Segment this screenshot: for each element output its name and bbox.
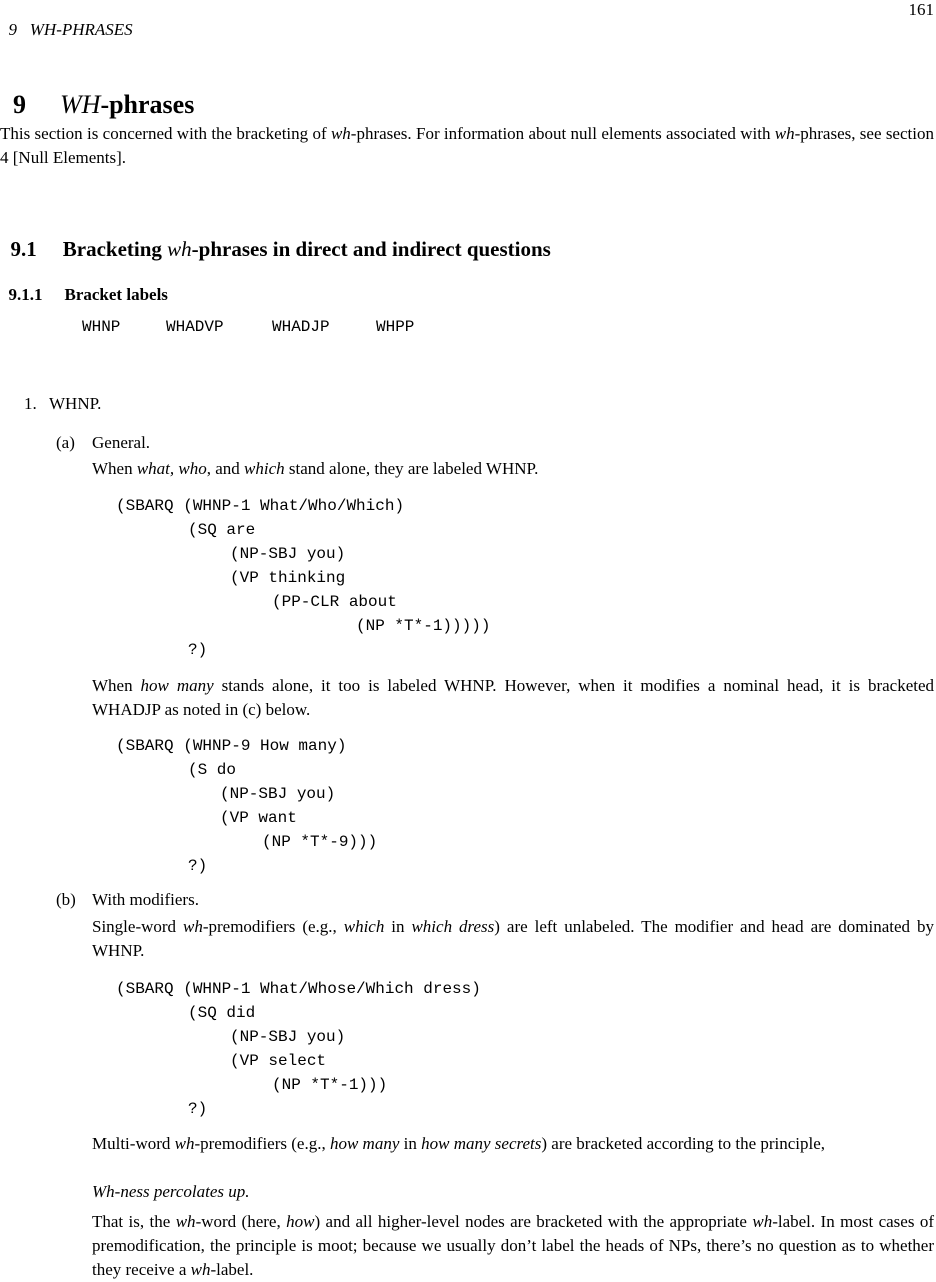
code-line: (NP *T*-1))) — [272, 1076, 388, 1094]
subsection-title-italic: wh — [167, 237, 192, 261]
a-p2-text-1: When — [92, 676, 141, 695]
section-number: 9 — [13, 90, 26, 119]
subitem-a-paragraph-1 — [92, 457, 934, 481]
b-p3-italic-4: wh — [190, 1260, 211, 1279]
header-section-title: WH-PHRASES — [29, 20, 133, 39]
principle-statement: Wh-ness percolates up. — [92, 1182, 250, 1201]
subitem-b-paragraph-3 — [92, 1210, 934, 1282]
page-number: 161 — [908, 0, 934, 19]
code-line: (SBARQ (WHNP-1 What/Who/Which) — [116, 497, 405, 515]
a-text-3: stand alone, they are labeled WHNP. — [284, 459, 539, 478]
running-header-section — [0, 0, 133, 40]
subsubsection-number: 9.1.1 — [8, 285, 43, 304]
intro-paragraph — [0, 122, 934, 170]
header-section-number: 9 — [8, 20, 17, 39]
code-line: (PP-CLR about — [272, 593, 397, 611]
a-p2-text-2: stands alone, it too is labeled WHNP. However, when it modifies a nominal head, it is bracketed WHADJP as noted in (c) below. — [92, 676, 935, 719]
subitem-a-heading: General. — [92, 433, 151, 452]
intro-text-3: -phrases, see section 4 [Null Elements]. — [0, 124, 934, 167]
bracket-label-whadvp: WHADVP — [166, 318, 224, 336]
subsection-number: 9.1 — [10, 237, 37, 261]
b-p3-text-2: -word (here, — [195, 1212, 287, 1231]
b-p2-text-4: ) are bracketed according to the principle, — [541, 1134, 826, 1153]
subsubsection-title-text: Bracket labels — [64, 285, 168, 304]
code-line: (NP-SBJ you) — [230, 1028, 346, 1046]
code-line: (NP *T*-1))))) — [356, 617, 491, 635]
bracket-label-whpp: WHPP — [376, 318, 415, 336]
a-italic-1: what, who — [136, 459, 207, 478]
section-title-rest: -phrases — [100, 90, 195, 119]
a-text-1: When — [92, 459, 137, 478]
intro-italic-2: wh — [774, 124, 795, 143]
b-p1-italic-3: which dress — [411, 917, 495, 936]
a-italic-2: which — [244, 459, 285, 478]
code-line: (S do — [188, 761, 237, 779]
b-p3-italic-3: wh — [752, 1212, 773, 1231]
bracket-label-whadjp: WHADJP — [272, 318, 330, 336]
code-line: (VP want — [220, 809, 297, 827]
code-line: ?) — [188, 1100, 208, 1118]
subitem-b-heading: With modifiers. — [92, 890, 199, 909]
code-line: (SQ did — [188, 1004, 256, 1022]
b-p1-text-2: -premodifiers (e.g., — [202, 917, 344, 936]
section-title — [0, 60, 194, 120]
subitem-b-paragraph-2 — [92, 1132, 934, 1156]
code-line: (SQ are — [188, 521, 256, 539]
section-title-italic: WH — [60, 90, 101, 119]
bracket-label-whnp: WHNP — [82, 318, 121, 336]
intro-text-1: This section is concerned with the bracketing of — [0, 124, 331, 143]
b-p3-text-5: -label. — [210, 1260, 254, 1279]
code-line: (NP-SBJ you) — [230, 545, 346, 563]
b-p2-italic-2: how many — [329, 1134, 400, 1153]
intro-text-2: -phrases. For information about null elements associated with — [350, 124, 775, 143]
list-item-heading: WHNP. — [49, 394, 102, 413]
b-p1-text-3: in — [384, 917, 412, 936]
list-item-number: 1. — [24, 394, 37, 413]
a-text-2: , and — [206, 459, 245, 478]
b-p2-text-2: -premodifiers (e.g., — [194, 1134, 330, 1153]
b-p1-text-1: Single-word — [92, 917, 183, 936]
b-p2-text-3: in — [399, 1134, 422, 1153]
b-p1-italic-2: which — [343, 917, 385, 936]
code-line: (SBARQ (WHNP-9 How many) — [116, 737, 347, 755]
subsection-title-b: -phrases in direct and indirect questions — [191, 237, 551, 261]
code-line: ?) — [188, 641, 208, 659]
code-line: (SBARQ (WHNP-1 What/Whose/Which dress) — [116, 980, 481, 998]
code-line: (VP thinking — [230, 569, 346, 587]
b-p1-italic-1: wh — [183, 917, 203, 936]
subitem-a-paragraph-2 — [92, 674, 934, 722]
code-line: ?) — [188, 857, 208, 875]
b-p3-italic-2: how — [286, 1212, 315, 1231]
code-line: (NP-SBJ you) — [220, 785, 336, 803]
subitem-b-paragraph-1 — [92, 915, 934, 963]
subsection-title — [0, 212, 551, 262]
code-line: (VP select — [230, 1052, 327, 1070]
b-p3-text-3: ) and all higher-level nodes are bracketed with the appropriate — [314, 1212, 753, 1231]
subsubsection-title — [0, 265, 168, 305]
a-p2-italic: how many — [140, 676, 214, 695]
subitem-a-label: (a) — [56, 433, 75, 452]
b-p3-text-4: -label. In most cases of premodification, the principle is moot; because we usually don’t label the heads of NPs, there’s no question as to whether they receive a — [92, 1212, 935, 1279]
b-p1-text-4: ) are left unlabeled. The modifier and head are dominated by WHNP. — [92, 917, 934, 960]
code-line: (NP *T*-9))) — [262, 833, 378, 851]
subitem-b-label: (b) — [56, 890, 76, 909]
b-p2-italic-1: wh — [174, 1134, 195, 1153]
b-p3-italic-1: wh — [175, 1212, 196, 1231]
b-p3-text-1: That is, the — [92, 1212, 176, 1231]
b-p2-text-1: Multi-word — [92, 1134, 175, 1153]
subsection-title-a: Bracketing — [62, 237, 168, 261]
b-p2-italic-3: how many secrets — [421, 1134, 542, 1153]
intro-italic-1: wh — [330, 124, 351, 143]
